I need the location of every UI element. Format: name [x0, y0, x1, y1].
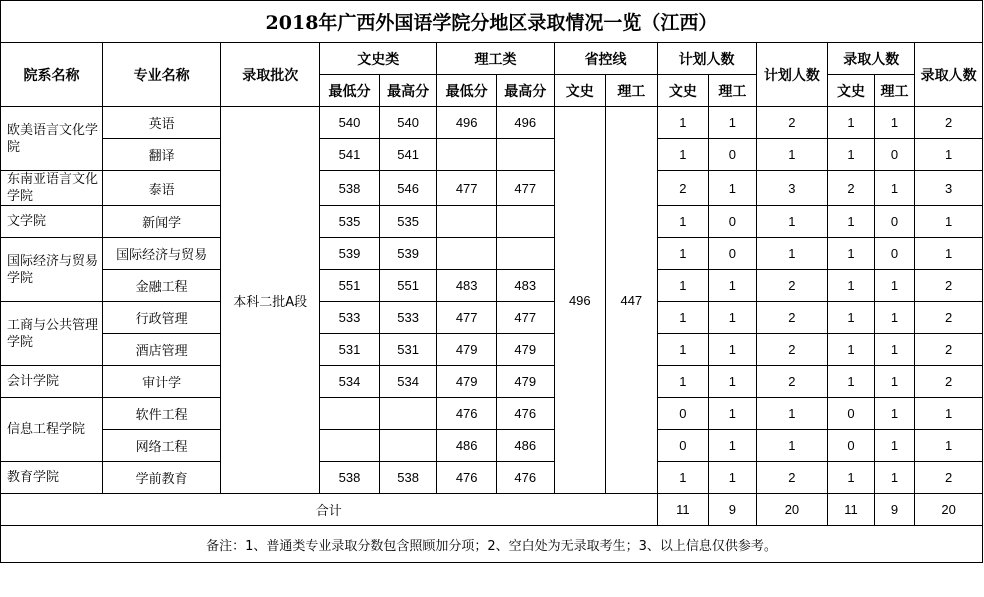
count-cell: 2 [657, 171, 709, 206]
count-cell: 1 [828, 366, 874, 398]
major-name: 酒店管理 [103, 334, 221, 366]
header-college: 院系名称 [1, 43, 103, 107]
score-cell: 531 [320, 334, 380, 366]
count-cell: 2 [915, 302, 983, 334]
count-cell: 1 [874, 366, 914, 398]
count-cell: 1 [657, 270, 709, 302]
header-control-sci: 理工 [606, 75, 658, 107]
count-cell: 0 [657, 430, 709, 462]
score-cell: 539 [379, 238, 437, 270]
header-plan-arts: 文史 [657, 75, 709, 107]
count-cell: 1 [915, 430, 983, 462]
control-line-arts: 496 [554, 107, 606, 494]
major-name: 金融工程 [103, 270, 221, 302]
score-cell: 476 [437, 398, 497, 430]
count-cell: 1 [915, 139, 983, 171]
count-cell: 1 [756, 139, 828, 171]
score-cell: 540 [320, 107, 380, 139]
control-line-science: 447 [606, 107, 658, 494]
college-name: 信息工程学院 [1, 398, 103, 462]
count-cell: 1 [756, 238, 828, 270]
count-cell: 1 [709, 398, 756, 430]
header-admit-arts: 文史 [828, 75, 874, 107]
score-cell [320, 430, 380, 462]
score-cell [379, 430, 437, 462]
count-cell: 1 [709, 107, 756, 139]
count-cell: 1 [709, 334, 756, 366]
count-cell: 0 [874, 139, 914, 171]
totals-plan-sci: 9 [709, 494, 756, 526]
count-cell: 1 [874, 430, 914, 462]
major-name: 软件工程 [103, 398, 221, 430]
major-name: 英语 [103, 107, 221, 139]
count-cell: 1 [657, 206, 709, 238]
score-cell [496, 139, 554, 171]
score-cell: 477 [437, 171, 497, 206]
count-cell: 0 [874, 206, 914, 238]
score-cell: 479 [437, 366, 497, 398]
count-cell: 1 [915, 238, 983, 270]
table-row [1, 366, 983, 398]
count-cell: 1 [756, 206, 828, 238]
count-cell: 2 [828, 171, 874, 206]
table-row [1, 270, 983, 302]
totals-admit-total: 20 [915, 494, 983, 526]
totals-label: 合计 [1, 494, 658, 526]
count-cell: 1 [874, 270, 914, 302]
count-cell: 1 [657, 462, 709, 494]
header-arts: 文史类 [320, 43, 437, 75]
count-cell: 2 [915, 334, 983, 366]
score-cell: 538 [320, 462, 380, 494]
score-cell: 479 [496, 334, 554, 366]
count-cell: 2 [756, 270, 828, 302]
count-cell: 2 [756, 334, 828, 366]
score-cell: 538 [379, 462, 437, 494]
count-cell: 1 [828, 107, 874, 139]
score-cell: 477 [496, 171, 554, 206]
table-row [1, 206, 983, 238]
score-cell: 483 [496, 270, 554, 302]
score-cell [496, 206, 554, 238]
college-name: 欧美语言文化学院 [1, 107, 103, 171]
count-cell: 1 [915, 398, 983, 430]
header-control-arts: 文史 [554, 75, 606, 107]
score-cell: 535 [379, 206, 437, 238]
count-cell: 1 [828, 270, 874, 302]
score-cell: 538 [320, 171, 380, 206]
college-name: 东南亚语言文化学院 [1, 171, 103, 206]
count-cell: 0 [828, 430, 874, 462]
count-cell: 1 [828, 462, 874, 494]
count-cell: 1 [657, 238, 709, 270]
score-cell: 496 [496, 107, 554, 139]
score-cell [496, 238, 554, 270]
count-cell: 1 [657, 334, 709, 366]
count-cell: 2 [915, 270, 983, 302]
score-cell: 486 [496, 430, 554, 462]
count-cell: 1 [828, 139, 874, 171]
count-cell: 3 [915, 171, 983, 206]
totals-admit-arts: 11 [828, 494, 874, 526]
major-name: 国际经济与贸易 [103, 238, 221, 270]
table-row [1, 302, 983, 334]
score-cell: 477 [496, 302, 554, 334]
count-cell: 1 [828, 238, 874, 270]
count-cell: 1 [828, 334, 874, 366]
college-name: 工商与公共管理学院 [1, 302, 103, 366]
header-plan-sci: 理工 [709, 75, 756, 107]
count-cell: 1 [874, 462, 914, 494]
score-cell [437, 238, 497, 270]
score-cell [437, 206, 497, 238]
header-science: 理工类 [437, 43, 554, 75]
score-cell: 479 [437, 334, 497, 366]
header-admit-total: 录取人数 [915, 43, 983, 107]
count-cell: 1 [657, 107, 709, 139]
count-cell: 1 [828, 206, 874, 238]
header-admit-sci: 理工 [874, 75, 914, 107]
count-cell: 1 [709, 462, 756, 494]
count-cell: 2 [756, 462, 828, 494]
count-cell: 2 [756, 107, 828, 139]
score-cell: 551 [379, 270, 437, 302]
table-row [1, 398, 983, 430]
table-row [1, 139, 983, 171]
score-cell: 476 [496, 462, 554, 494]
score-cell: 534 [320, 366, 380, 398]
table-row [1, 462, 983, 494]
count-cell: 1 [874, 398, 914, 430]
score-cell: 551 [320, 270, 380, 302]
score-cell: 496 [437, 107, 497, 139]
count-cell: 0 [709, 238, 756, 270]
count-cell: 1 [828, 302, 874, 334]
header-arts-min: 最低分 [320, 75, 380, 107]
header-control-line: 省控线 [554, 43, 657, 75]
major-name: 审计学 [103, 366, 221, 398]
count-cell: 2 [756, 302, 828, 334]
score-cell: 483 [437, 270, 497, 302]
score-cell: 477 [437, 302, 497, 334]
count-cell: 1 [709, 366, 756, 398]
score-cell [320, 398, 380, 430]
score-cell: 540 [379, 107, 437, 139]
major-name: 网络工程 [103, 430, 221, 462]
header-arts-max: 最高分 [379, 75, 437, 107]
count-cell: 1 [915, 206, 983, 238]
page-title: 2018年广西外国语学院分地区录取情况一览（江西） [1, 1, 983, 43]
count-cell: 1 [756, 398, 828, 430]
table-row [1, 334, 983, 366]
header-batch: 录取批次 [221, 43, 320, 107]
count-cell: 0 [828, 398, 874, 430]
count-cell: 2 [915, 366, 983, 398]
major-name: 翻译 [103, 139, 221, 171]
count-cell: 1 [709, 270, 756, 302]
table-row [1, 107, 983, 139]
count-cell: 0 [874, 238, 914, 270]
table-row [1, 171, 983, 206]
count-cell: 2 [915, 462, 983, 494]
score-cell: 541 [320, 139, 380, 171]
header-sci-min: 最低分 [437, 75, 497, 107]
score-cell: 541 [379, 139, 437, 171]
score-cell [379, 398, 437, 430]
count-cell: 1 [657, 366, 709, 398]
college-name: 国际经济与贸易学院 [1, 238, 103, 302]
score-cell: 533 [379, 302, 437, 334]
college-name: 文学院 [1, 206, 103, 238]
table-body [1, 107, 983, 494]
header-plan-total: 计划人数 [756, 43, 828, 107]
footnote: 备注：1、普通类专业录取分数包含照顾加分项；2、空白处为无录取考生；3、以上信息仅供参考。 [1, 526, 983, 563]
score-cell: 534 [379, 366, 437, 398]
count-cell: 0 [657, 398, 709, 430]
score-cell: 535 [320, 206, 380, 238]
count-cell: 1 [874, 334, 914, 366]
header-admit-count: 录取人数 [828, 43, 915, 75]
college-name: 教育学院 [1, 462, 103, 494]
score-cell: 531 [379, 334, 437, 366]
major-name: 学前教育 [103, 462, 221, 494]
totals-admit-sci: 9 [874, 494, 914, 526]
major-name: 行政管理 [103, 302, 221, 334]
count-cell: 3 [756, 171, 828, 206]
college-name: 会计学院 [1, 366, 103, 398]
count-cell: 1 [709, 171, 756, 206]
totals-plan-total: 20 [756, 494, 828, 526]
score-cell: 533 [320, 302, 380, 334]
count-cell: 1 [709, 430, 756, 462]
header-plan-count: 计划人数 [657, 43, 756, 75]
totals-plan-arts: 11 [657, 494, 709, 526]
count-cell: 1 [709, 302, 756, 334]
score-cell: 539 [320, 238, 380, 270]
batch-value: 本科二批A段 [221, 107, 320, 494]
table-row [1, 238, 983, 270]
score-cell: 486 [437, 430, 497, 462]
count-cell: 1 [657, 139, 709, 171]
count-cell: 1 [874, 302, 914, 334]
count-cell: 0 [709, 139, 756, 171]
count-cell: 2 [915, 107, 983, 139]
table-row [1, 430, 983, 462]
score-cell: 546 [379, 171, 437, 206]
major-name: 泰语 [103, 171, 221, 206]
score-cell: 479 [496, 366, 554, 398]
count-cell: 1 [756, 430, 828, 462]
count-cell: 1 [657, 302, 709, 334]
count-cell: 0 [709, 206, 756, 238]
score-cell [437, 139, 497, 171]
count-cell: 1 [874, 107, 914, 139]
header-major: 专业名称 [103, 43, 221, 107]
score-cell: 476 [496, 398, 554, 430]
count-cell: 2 [756, 366, 828, 398]
score-cell: 476 [437, 462, 497, 494]
header-sci-max: 最高分 [496, 75, 554, 107]
major-name: 新闻学 [103, 206, 221, 238]
count-cell: 1 [874, 171, 914, 206]
